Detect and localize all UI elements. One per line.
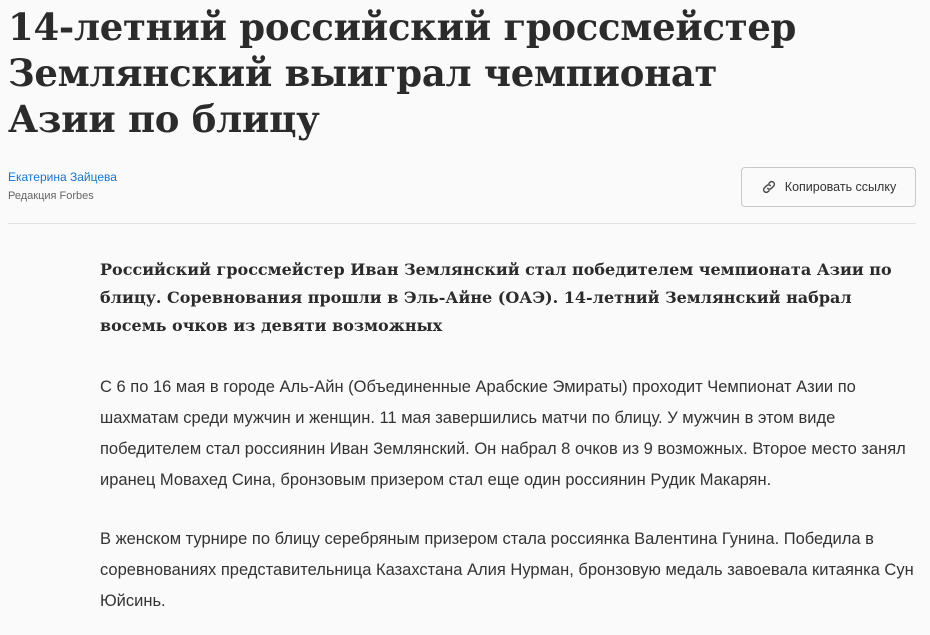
link-icon bbox=[761, 179, 777, 195]
author-role: Редакция Forbes bbox=[8, 190, 94, 202]
article-paragraph-2: В женском турнире по блицу серебряным призером стала россиянка Валентина Гунина. Победила в соревнованиях представительница Казахстана Алия Нурман, бронзовую медаль завоевала китаянка Сун Юйсинь. bbox=[100, 530, 914, 610]
article-paragraph-1: С 6 по 16 мая в городе Аль-Айн (Объединенные Арабские Эмираты) проходит Чемпионат Азии по шахматам среди мужчин и женщин. 11 мая завершились матчи по блицу. У мужчин в этом виде победителем стал россиянин Иван Землянский. Он набрал 8 очков из 9 возможных. Второе место занял иранец Мовахед Сина, бронзовым призером стал еще один россиянин Рудик Макарян. bbox=[100, 378, 906, 489]
author-block bbox=[8, 169, 117, 203]
author-name-link[interactable]: Екатерина Зайцева bbox=[8, 170, 117, 184]
article-headline: 14-летний российский гроссмейстер Землянский выиграл чемпионат Азии по блицу bbox=[8, 5, 797, 141]
article-lead: Российский гроссмейстер Иван Землянский стал победителем чемпионата Азии по блицу. Соревнования прошли в Эль-Айне (ОАЭ). 14-летний Землянский набрал восемь очков из девяти возможных bbox=[100, 260, 892, 335]
copy-link-label: Копировать ссылку bbox=[784, 180, 897, 194]
header-divider bbox=[8, 223, 916, 224]
copy-link-button[interactable] bbox=[741, 167, 916, 207]
